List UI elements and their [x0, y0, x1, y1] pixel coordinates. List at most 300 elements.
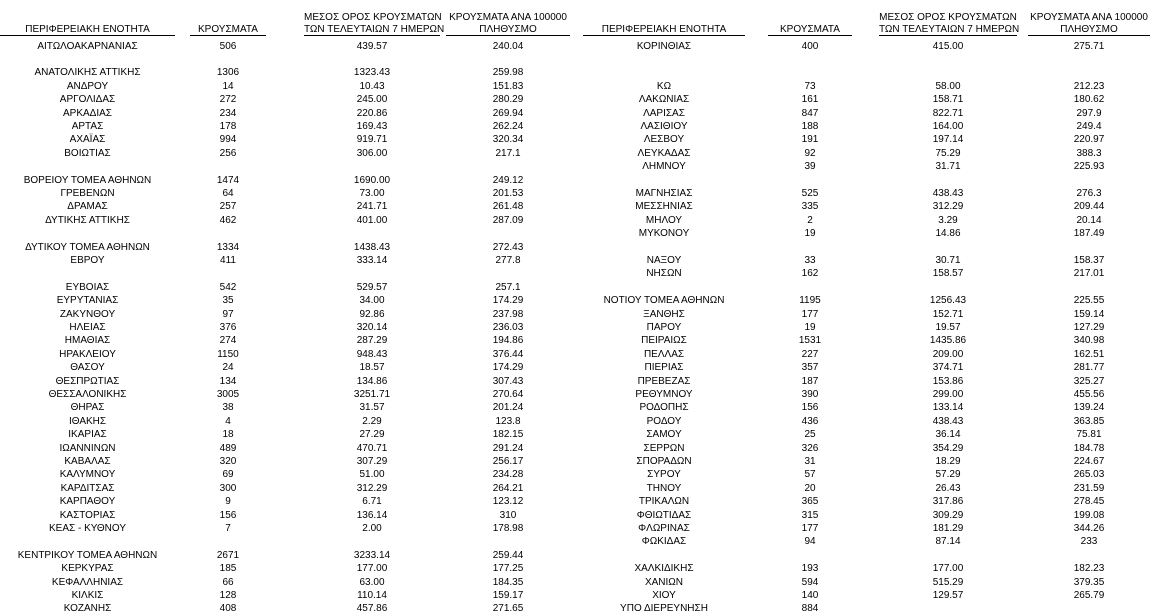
- avg7-cell: 529.57: [356, 281, 388, 293]
- per100k-cell: 184.78: [1073, 442, 1105, 454]
- cases-cell: 19: [804, 228, 816, 240]
- per100k-cell: 139.24: [1073, 402, 1105, 414]
- cases-cell: 128: [219, 589, 237, 601]
- region-name-cell: ΒΟΙΩΤΙΑΣ: [64, 147, 111, 159]
- region-name-cell: ΡΟΔΟΥ: [646, 415, 682, 427]
- region-name-cell: ΚΑΣΤΟΡΙΑΣ: [59, 509, 116, 521]
- avg7-cell: 317.86: [932, 496, 964, 508]
- cases-cell: 525: [801, 187, 819, 199]
- region-name-cell: ΠΕΙΡΑΙΩΣ: [641, 335, 687, 347]
- per100k-cell: 272.43: [492, 241, 524, 253]
- per100k-cell: 75.81: [1076, 429, 1102, 441]
- avg7-cell: 3251.71: [353, 388, 391, 400]
- avg7-cell: 1690.00: [353, 174, 391, 186]
- avg7-cell: 30.71: [935, 254, 961, 266]
- per100k-cell: 379.35: [1073, 576, 1105, 588]
- cases-cell: 66: [222, 576, 234, 588]
- per100k-cell: 262.24: [492, 120, 524, 132]
- per100k-cell: 151.83: [492, 80, 524, 92]
- per100k-cell: 249.12: [492, 174, 524, 186]
- region-name-cell: ΙΚΑΡΙΑΣ: [68, 429, 107, 441]
- region-name-cell: ΕΒΡΟΥ: [70, 254, 105, 266]
- header-avg7-line1: ΜΕΣΟΣ ΟΡΟΣ ΚΡΟΥΣΜΑΤΩΝ: [304, 12, 442, 23]
- avg7-cell: 197.14: [932, 134, 964, 146]
- cases-cell: 594: [801, 576, 819, 588]
- per100k-cell: 220.97: [1073, 134, 1105, 146]
- cases-cell: 365: [801, 496, 819, 508]
- cases-cell: 140: [801, 589, 819, 601]
- region-name-cell: ΑΝΑΤΟΛΙΚΗΣ ΑΤΤΙΚΗΣ: [34, 67, 141, 79]
- cases-cell: 20: [804, 482, 816, 494]
- region-name-cell: ΚΩ: [656, 80, 672, 92]
- cases-cell: 326: [801, 442, 819, 454]
- per100k-cell: 264.21: [492, 482, 524, 494]
- region-name-cell: ΠΡΕΒΕΖΑΣ: [637, 375, 691, 387]
- avg7-cell: 470.71: [356, 442, 388, 454]
- cases-cell: 57: [804, 469, 816, 481]
- avg7-cell: 919.71: [356, 134, 388, 146]
- per100k-cell: 20.14: [1076, 214, 1102, 226]
- per100k-cell: 236.03: [492, 321, 524, 333]
- per100k-cell: 201.53: [492, 187, 524, 199]
- avg7-cell: 177.00: [932, 563, 964, 575]
- header-avg7: [879, 12, 1020, 36]
- avg7-cell: 401.00: [356, 214, 388, 226]
- header-per100k: [1028, 12, 1150, 36]
- header-region: [583, 12, 745, 36]
- region-name-cell: ΝΗΣΩΝ: [646, 268, 682, 280]
- avg7-cell: 92.86: [359, 308, 385, 320]
- region-name-cell: ΠΕΛΛΑΣ: [643, 348, 685, 360]
- region-name-cell: ΛΗΜΝΟΥ: [642, 161, 686, 173]
- per100k-cell: 276.3: [1076, 187, 1102, 199]
- avg7-cell: 457.86: [356, 603, 388, 615]
- per100k-cell: 237.98: [492, 308, 524, 320]
- cases-cell: 320: [219, 455, 237, 467]
- cases-cell: 1474: [216, 174, 240, 186]
- cases-cell: 187: [801, 375, 819, 387]
- avg7-cell: 181.29: [932, 522, 964, 534]
- region-name-cell: ΑΝΔΡΟΥ: [66, 80, 109, 92]
- region-name-cell: ΗΜΑΘΙΑΣ: [64, 335, 111, 347]
- cases-cell: 161: [801, 94, 819, 106]
- region-name-cell: ΜΥΚΟΝΟΥ: [638, 228, 690, 240]
- cases-cell: 462: [219, 214, 237, 226]
- region-name-cell: ΔΡΑΜΑΣ: [67, 201, 108, 213]
- cases-cell: 256: [219, 147, 237, 159]
- region-name-cell: ΘΕΣΣΑΛΟΝΙΚΗΣ: [48, 388, 127, 400]
- region-name-cell: ΑΧΑΪΑΣ: [69, 134, 106, 146]
- per100k-cell: 182.15: [492, 429, 524, 441]
- per100k-cell: 281.77: [1073, 362, 1105, 374]
- per100k-cell: 325.27: [1073, 375, 1105, 387]
- header-per100k-line2: ΠΛΗΘΥΣΜΟ: [1060, 23, 1118, 35]
- cases-cell: 19: [804, 321, 816, 333]
- cases-cell: 94: [804, 536, 816, 548]
- per100k-cell: 455.56: [1073, 388, 1105, 400]
- per100k-cell: 388.3: [1076, 147, 1102, 159]
- avg7-cell: 110.14: [357, 589, 387, 601]
- region-name-cell: ΚΑΛΥΜΝΟΥ: [59, 469, 116, 481]
- avg7-cell: 87.14: [935, 536, 961, 548]
- avg7-cell: 438.43: [932, 415, 964, 427]
- per100k-cell: 363.85: [1073, 415, 1105, 427]
- header-cases: [768, 12, 852, 36]
- avg7-cell: 153.86: [932, 375, 964, 387]
- cases-cell: 177: [801, 522, 819, 534]
- per100k-cell: 307.43: [492, 375, 524, 387]
- avg7-cell: 10.43: [359, 80, 385, 92]
- avg7-cell: 415.00: [932, 40, 964, 52]
- region-name-cell: ΗΛΕΙΑΣ: [69, 321, 106, 333]
- avg7-cell: 3.29: [938, 214, 958, 226]
- avg7-cell: 27.29: [359, 429, 385, 441]
- cases-cell: 9: [225, 496, 231, 508]
- cases-cell: 73: [804, 80, 816, 92]
- cases-cell: 38: [222, 402, 234, 414]
- per100k-cell: 217.1: [495, 147, 521, 159]
- region-name-cell: ΡΟΔΟΠΗΣ: [639, 402, 689, 414]
- cases-cell: 436: [801, 415, 819, 427]
- cases-cell: 315: [801, 509, 819, 521]
- avg7-cell: 136.14: [356, 509, 388, 521]
- per100k-cell: 277.8: [495, 254, 521, 266]
- per100k-cell: 259.98: [492, 67, 524, 79]
- avg7-cell: 245.00: [356, 94, 388, 106]
- cases-cell: 193: [801, 563, 819, 575]
- region-name-cell: ΚΑΒΑΛΑΣ: [64, 455, 111, 467]
- avg7-cell: 287.29: [356, 335, 388, 347]
- per100k-cell: 123.12: [492, 496, 524, 508]
- cases-cell: 188: [801, 120, 819, 132]
- header-avg7: [304, 12, 445, 36]
- region-name-cell: ΛΑΚΩΝΙΑΣ: [638, 94, 690, 106]
- cases-cell: 3005: [216, 388, 240, 400]
- per100k-cell: 182.23: [1073, 563, 1105, 575]
- cases-cell: 994: [219, 134, 237, 146]
- per100k-cell: 233: [1080, 536, 1098, 548]
- per100k-cell: 234.28: [492, 469, 524, 481]
- per100k-cell: 340.98: [1073, 335, 1105, 347]
- region-name-cell: ΔΥΤΙΚΗΣ ΑΤΤΙΚΗΣ: [45, 214, 130, 226]
- avg7-cell: 2.00: [362, 522, 382, 534]
- region-name-cell: ΚΕΦΑΛΛΗΝΙΑΣ: [51, 576, 124, 588]
- cases-cell: 400: [801, 40, 819, 52]
- per100k-cell: 310: [499, 509, 517, 521]
- region-name-cell: ΦΛΩΡΙΝΑΣ: [638, 522, 690, 534]
- per100k-cell: 291.24: [492, 442, 524, 454]
- region-name-cell: ΗΡΑΚΛΕΙΟΥ: [59, 348, 116, 360]
- region-name-cell: ΣΠΟΡΑΔΩΝ: [636, 455, 692, 467]
- per100k-cell: 212.23: [1073, 80, 1105, 92]
- region-name-cell: ΛΑΣΙΘΙΟΥ: [640, 120, 688, 132]
- per100k-cell: 224.67: [1073, 455, 1105, 467]
- region-name-cell: ΤΡΙΚΑΛΩΝ: [638, 496, 690, 508]
- header-region-label: ΠΕΡΙΦΕΡΕΙΑΚΗ ΕΝΟΤΗΤΑ: [25, 23, 150, 35]
- cases-cell: 177: [801, 308, 819, 320]
- region-name-cell: ΓΡΕΒΕΝΩΝ: [60, 187, 115, 199]
- avg7-cell: 312.29: [356, 482, 388, 494]
- per100k-cell: 194.86: [492, 335, 524, 347]
- cases-cell: 390: [801, 388, 819, 400]
- region-name-cell: ΠΑΡΟΥ: [646, 321, 682, 333]
- per100k-cell: 249.4: [1076, 120, 1102, 132]
- cases-cell: 357: [801, 362, 819, 374]
- avg7-cell: 3233.14: [353, 549, 391, 561]
- cases-cell: 411: [220, 254, 236, 266]
- cases-cell: 185: [219, 563, 237, 575]
- avg7-cell: 73.00: [359, 187, 385, 199]
- cases-cell: 162: [801, 268, 819, 280]
- cases-cell: 542: [219, 281, 237, 293]
- avg7-cell: 438.43: [932, 187, 964, 199]
- cases-cell: 7: [225, 522, 231, 534]
- cases-cell: 31: [804, 455, 816, 467]
- region-name-cell: ΖΑΚΥΝΘΟΥ: [59, 308, 116, 320]
- avg7-cell: 14.86: [935, 228, 961, 240]
- avg7-cell: 948.43: [356, 348, 388, 360]
- cases-cell: 4: [225, 415, 231, 427]
- cases-cell: 506: [219, 40, 237, 52]
- cases-cell: 376: [219, 321, 237, 333]
- avg7-cell: 63.00: [359, 576, 385, 588]
- region-name-cell: ΑΡΚΑΔΙΑΣ: [63, 107, 112, 119]
- region-name-cell: ΚΟΡΙΝΘΙΑΣ: [636, 40, 692, 52]
- cases-cell: 2671: [216, 549, 240, 561]
- avg7-cell: 2.29: [362, 415, 382, 427]
- region-name-cell: ΑΙΤΩΛΟΑΚΑΡΝΑΝΙΑΣ: [37, 40, 138, 52]
- avg7-cell: 822.71: [932, 107, 964, 119]
- cases-cell: 227: [801, 348, 819, 360]
- region-name-cell: ΛΕΣΒΟΥ: [643, 134, 685, 146]
- per100k-cell: 209.44: [1073, 201, 1105, 213]
- avg7-cell: 209.00: [932, 348, 964, 360]
- region-name-cell: ΔΥΤΙΚΟΥ ΤΟΜΕΑ ΑΘΗΝΩΝ: [25, 241, 150, 253]
- region-name-cell: ΧΙΟΥ: [652, 589, 676, 601]
- per100k-cell: 225.93: [1073, 161, 1105, 173]
- per100k-cell: 271.65: [492, 603, 524, 615]
- region-name-cell: ΜΕΣΣΗΝΙΑΣ: [635, 201, 693, 213]
- avg7-cell: 18.29: [935, 455, 961, 467]
- avg7-cell: 18.57: [359, 362, 385, 374]
- cases-cell: 1334: [216, 241, 240, 253]
- region-name-cell: ΘΕΣΠΡΩΤΙΑΣ: [55, 375, 120, 387]
- cases-cell: 1531: [798, 335, 822, 347]
- per100k-cell: 159.17: [492, 589, 524, 601]
- cases-cell: 39: [804, 161, 816, 173]
- avg7-cell: 354.29: [932, 442, 964, 454]
- per100k-cell: 225.55: [1073, 295, 1105, 307]
- avg7-cell: 333.14: [356, 254, 388, 266]
- region-name-cell: ΕΥΡΥΤΑΝΙΑΣ: [56, 295, 119, 307]
- per100k-cell: 270.64: [492, 388, 524, 400]
- per100k-cell: 287.09: [492, 214, 524, 226]
- region-name-cell: ΚΕΡΚΥΡΑΣ: [61, 563, 114, 575]
- cases-cell: 300: [219, 482, 237, 494]
- region-name-cell: ΑΡΤΑΣ: [71, 120, 104, 132]
- region-name-cell: ΤΗΝΟΥ: [646, 482, 682, 494]
- avg7-cell: 306.00: [356, 147, 388, 159]
- region-name-cell: ΚΑΡΠΑΘΟΥ: [59, 496, 116, 508]
- region-name-cell: ΥΠΟ ΔΙΕΡΕΥΝΗΣΗ: [620, 603, 708, 615]
- avg7-cell: 75.29: [935, 147, 961, 159]
- region-name-cell: ΘΗΡΑΣ: [70, 402, 105, 414]
- cases-cell: 14: [222, 80, 234, 92]
- avg7-cell: 439.57: [356, 40, 388, 52]
- cases-cell: 92: [804, 147, 816, 159]
- cases-cell: 1195: [799, 295, 821, 307]
- cases-cell: 408: [219, 603, 237, 615]
- avg7-cell: 1256.43: [929, 295, 967, 307]
- region-name-cell: ΣΕΡΡΩΝ: [643, 442, 685, 454]
- per100k-cell: 231.59: [1073, 482, 1105, 494]
- cases-cell: 1306: [216, 67, 240, 79]
- avg7-cell: 34.00: [359, 295, 385, 307]
- cases-cell: 134: [219, 375, 237, 387]
- avg7-cell: 299.00: [932, 388, 964, 400]
- header-per100k: [446, 12, 570, 36]
- cases-cell: 234: [219, 107, 237, 119]
- per100k-cell: 162.51: [1073, 348, 1105, 360]
- region-name-cell: ΛΑΡΙΣΑΣ: [643, 107, 685, 119]
- region-name-cell: ΚΟΖΑΝΗΣ: [63, 603, 112, 615]
- region-name-cell: ΠΙΕΡΙΑΣ: [644, 362, 684, 374]
- per100k-cell: 127.29: [1073, 321, 1105, 333]
- cases-cell: 191: [801, 134, 819, 146]
- avg7-cell: 312.29: [932, 201, 964, 213]
- region-name-cell: ΕΥΒΟΙΑΣ: [65, 281, 110, 293]
- avg7-cell: 129.57: [932, 589, 964, 601]
- avg7-cell: 31.71: [935, 161, 961, 173]
- header-avg7-line2: ΤΩΝ ΤΕΛΕΥΤΑΙΩΝ 7 ΗΜΕΡΩΝ: [304, 23, 445, 35]
- region-name-cell: ΜΗΛΟΥ: [645, 214, 683, 226]
- header-avg7-line2: ΤΩΝ ΤΕΛΕΥΤΑΙΩΝ 7 ΗΜΕΡΩΝ: [879, 23, 1020, 35]
- per100k-cell: 269.94: [492, 107, 524, 119]
- avg7-cell: 164.00: [932, 120, 964, 132]
- region-name-cell: ΝΑΞΟΥ: [646, 254, 682, 266]
- cases-cell: 24: [222, 362, 234, 374]
- per100k-cell: 265.79: [1073, 589, 1105, 601]
- region-name-cell: ΝΟΤΙΟΥ ΤΟΜΕΑ ΑΘΗΝΩΝ: [603, 295, 725, 307]
- avg7-cell: 307.29: [356, 455, 388, 467]
- per100k-cell: 278.45: [1073, 496, 1105, 508]
- per100k-cell: 344.26: [1073, 522, 1105, 534]
- region-name-cell: ΞΑΝΘΗΣ: [643, 308, 685, 320]
- cases-cell: 274: [219, 335, 237, 347]
- cases-cell: 35: [222, 295, 234, 307]
- cases-cell: 33: [804, 254, 816, 266]
- per100k-cell: 376.44: [492, 348, 524, 360]
- per100k-cell: 297.9: [1076, 107, 1102, 119]
- per100k-cell: 280.29: [492, 94, 524, 106]
- cases-cell: 335: [801, 201, 819, 213]
- cases-cell: 156: [801, 402, 819, 414]
- cases-cell: 847: [801, 107, 819, 119]
- cases-cell: 489: [219, 442, 237, 454]
- header-cases: [190, 12, 266, 36]
- header-per100k-line1: ΚΡΟΥΣΜΑΤΑ ΑΝΑ 100000: [449, 12, 567, 23]
- avg7-cell: 158.57: [932, 268, 964, 280]
- region-name-cell: ΡΕΘΥΜΝΟΥ: [635, 388, 693, 400]
- avg7-cell: 169.43: [356, 120, 388, 132]
- region-name-cell: ΒΟΡΕΙΟΥ ΤΟΜΕΑ ΑΘΗΝΩΝ: [23, 174, 152, 186]
- header-region: [0, 12, 175, 36]
- avg7-cell: 177.00: [356, 563, 388, 575]
- region-name-cell: ΚΙΛΚΙΣ: [71, 589, 104, 601]
- cases-cell: 2: [807, 214, 813, 226]
- region-name-cell: ΚΑΡΔΙΤΣΑΣ: [60, 482, 115, 494]
- avg7-cell: 1438.43: [353, 241, 391, 253]
- avg7-cell: 31.57: [359, 402, 385, 414]
- per100k-cell: 184.35: [492, 576, 524, 588]
- cases-cell: 69: [222, 469, 234, 481]
- region-name-cell: ΙΘΑΚΗΣ: [68, 415, 107, 427]
- avg7-cell: 374.71: [932, 362, 964, 374]
- region-name-cell: ΑΡΓΟΛΙΔΑΣ: [59, 94, 116, 106]
- header-per100k-line1: ΚΡΟΥΣΜΑΤΑ ΑΝΑ 100000: [1030, 12, 1148, 23]
- cases-cell: 1150: [217, 348, 239, 360]
- avg7-cell: 220.86: [356, 107, 388, 119]
- per100k-cell: 320.34: [492, 134, 524, 146]
- region-name-cell: ΣΥΡΟΥ: [647, 469, 681, 481]
- header-cases-label: ΚΡΟΥΣΜΑΤΑ: [780, 23, 840, 35]
- per100k-cell: 159.14: [1073, 308, 1105, 320]
- region-name-cell: ΙΩΑΝΝΙΝΩΝ: [59, 442, 116, 454]
- avg7-cell: 133.14: [932, 402, 964, 414]
- per100k-cell: 265.03: [1073, 469, 1105, 481]
- header-region-label: ΠΕΡΙΦΕΡΕΙΑΚΗ ΕΝΟΤΗΤΑ: [601, 23, 727, 35]
- avg7-cell: 515.29: [932, 576, 964, 588]
- per100k-cell: 174.29: [492, 295, 524, 307]
- per100k-cell: 187.49: [1073, 228, 1105, 240]
- per100k-cell: 261.48: [492, 201, 524, 213]
- per100k-cell: 158.37: [1073, 254, 1105, 266]
- cases-cell: 25: [804, 429, 816, 441]
- region-name-cell: ΚΕΑΣ - ΚΥΘΝΟΥ: [49, 522, 126, 534]
- cases-cell: 272: [219, 94, 237, 106]
- avg7-cell: 134.86: [356, 375, 388, 387]
- avg7-cell: 6.71: [362, 496, 382, 508]
- per100k-cell: 199.08: [1073, 509, 1105, 521]
- per100k-cell: 178.98: [492, 522, 524, 534]
- per100k-cell: 180.62: [1073, 94, 1105, 106]
- avg7-cell: 241.71: [356, 201, 388, 213]
- region-name-cell: ΚΕΝΤΡΙΚΟΥ ΤΟΜΕΑ ΑΘΗΝΩΝ: [17, 549, 158, 561]
- avg7-cell: 57.29: [935, 469, 961, 481]
- per100k-cell: 259.44: [492, 549, 524, 561]
- per100k-cell: 256.17: [492, 455, 524, 467]
- per100k-cell: 275.71: [1073, 40, 1105, 52]
- per100k-cell: 177.25: [492, 563, 524, 575]
- per100k-cell: 240.04: [492, 40, 524, 52]
- per100k-cell: 201.24: [492, 402, 524, 414]
- header-cases-label: ΚΡΟΥΣΜΑΤΑ: [198, 23, 258, 35]
- region-name-cell: ΛΕΥΚΑΔΑΣ: [637, 147, 691, 159]
- header-per100k-line2: ΠΛΗΘΥΣΜΟ: [479, 23, 537, 35]
- avg7-cell: 309.29: [932, 509, 964, 521]
- avg7-cell: 51.00: [359, 469, 385, 481]
- avg7-cell: 26.43: [935, 482, 961, 494]
- region-name-cell: ΦΩΚΙΔΑΣ: [641, 536, 687, 548]
- region-name-cell: ΦΘΙΩΤΙΔΑΣ: [636, 509, 692, 521]
- region-name-cell: ΣΑΜΟΥ: [646, 429, 682, 441]
- avg7-cell: 158.71: [932, 94, 964, 106]
- region-name-cell: ΧΑΝΙΩΝ: [644, 576, 684, 588]
- region-name-cell: ΧΑΛΚΙΔΙΚΗΣ: [634, 563, 694, 575]
- cases-cell: 64: [222, 187, 234, 199]
- avg7-cell: 19.57: [935, 321, 961, 333]
- cases-cell: 884: [801, 603, 819, 615]
